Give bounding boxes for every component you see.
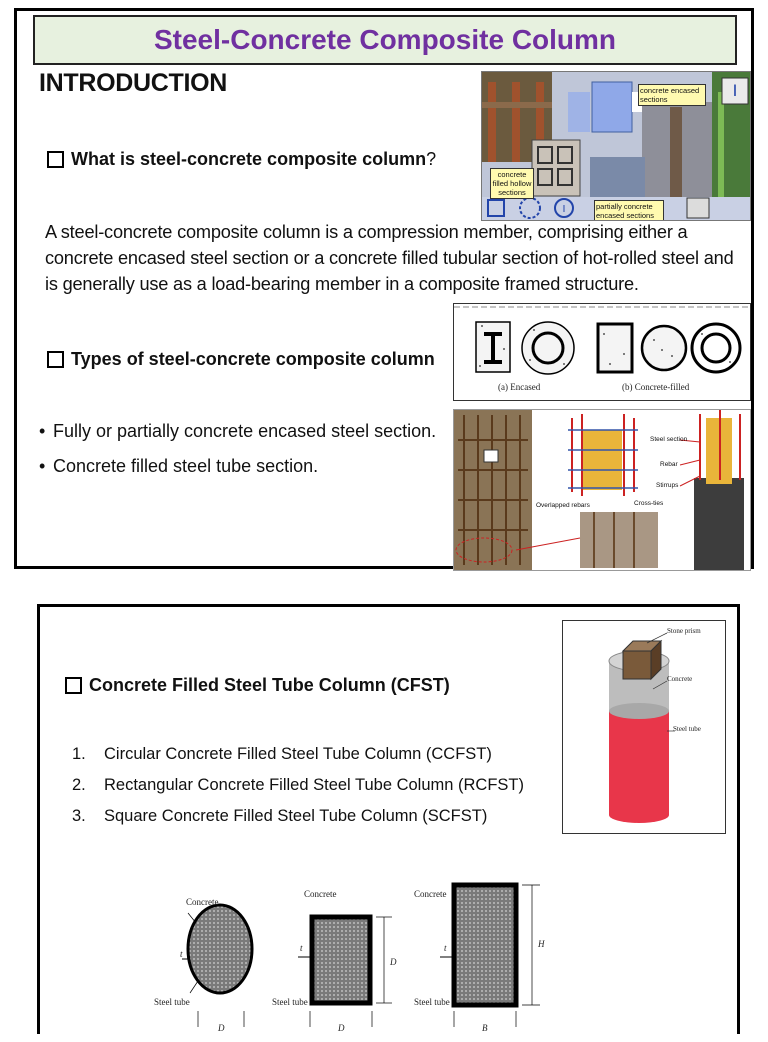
cfst-types-list	[72, 745, 524, 838]
list-item: 1. Circular Concrete Filled Steel Tube Column (CCFST)	[72, 745, 492, 763]
svg-text:I: I	[732, 81, 738, 100]
label-concrete-circle: Concrete	[186, 897, 219, 907]
cfst-column-figure	[562, 620, 726, 834]
label-D-rect: D	[338, 1023, 345, 1033]
intro-heading: INTRODUCTION	[39, 69, 228, 97]
list-item: • Fully or partially concrete encased steel section.	[39, 421, 437, 441]
list-item: • Concrete filled steel tube section.	[39, 456, 319, 476]
label-H: H	[538, 939, 545, 949]
cfst-sections-figure	[140, 877, 560, 1037]
label-t-square: t	[444, 943, 447, 953]
label-concrete-square: Concrete	[414, 889, 447, 899]
definition-paragraph: A steel-concrete composite column is a compression member, comprising either a concrete encased steel section or a concrete filled tubular section of hot-rolled steel and is generally use as a load-bearing member in a composite framed structure.	[45, 222, 734, 294]
label-D-height: D	[390, 957, 397, 967]
checkbox-bullet-icon	[47, 351, 64, 368]
label-stone-prism: Stone prism	[667, 627, 701, 635]
composite-sections-collage	[481, 71, 751, 221]
label-rebar: Rebar	[660, 461, 678, 468]
label-stirrups: Stirrups	[656, 482, 679, 489]
cfst-heading: Concrete Filled Steel Tube Column (CFST)	[65, 675, 450, 696]
rebar-photos-figure	[453, 409, 751, 571]
slide-title: Steel-Concrete Composite Column	[153, 24, 617, 55]
title-banner	[33, 15, 737, 65]
label-t-rect: t	[300, 943, 303, 953]
caption-encased: (a) Encased	[498, 382, 541, 392]
label-B: B	[482, 1023, 488, 1033]
rebar-illustration	[454, 410, 750, 570]
label-t-circle: t	[180, 949, 183, 959]
list-item: 3. Square Concrete Filled Steel Tube Column (SCFST)	[72, 807, 488, 825]
slide-cfst	[37, 604, 740, 1034]
question-types: Types of steel-concrete composite column	[47, 349, 435, 370]
label-concrete-rect: Concrete	[304, 889, 337, 899]
caption-concrete-filled: (b) Concrete-filled	[622, 382, 690, 392]
list-item: 2. Rectangular Concrete Filled Steel Tube Column (RCFST)	[72, 776, 525, 794]
checkbox-bullet-icon	[65, 677, 82, 694]
label-cross-ties: Cross-ties	[634, 500, 664, 507]
label-concrete: Concrete	[667, 675, 693, 683]
label-tube-rect: Steel tube	[272, 997, 308, 1007]
label-encased-sections: concrete encased sections	[638, 84, 706, 106]
label-steel-section: Steel section	[650, 436, 688, 443]
label-partial-sections: partially concrete encased sections	[594, 200, 664, 221]
svg-text:I: I	[562, 204, 566, 215]
label-overlapped-rebars: Overlapped rebars	[536, 502, 590, 509]
question-what-is: What is steel-concrete composite column ?	[47, 149, 436, 170]
label-tube-circle: Steel tube	[154, 997, 190, 1007]
label-D-circle: D	[218, 1023, 225, 1033]
label-steel-tube: Steel tube	[673, 725, 701, 733]
slide-introduction	[14, 8, 754, 569]
types-bullet-list	[39, 421, 436, 491]
checkbox-bullet-icon	[47, 151, 64, 168]
section-types-figure	[453, 303, 751, 401]
label-hollow-sections: concrete filled hollow sections	[490, 168, 534, 199]
label-tube-square: Steel tube	[414, 997, 450, 1007]
